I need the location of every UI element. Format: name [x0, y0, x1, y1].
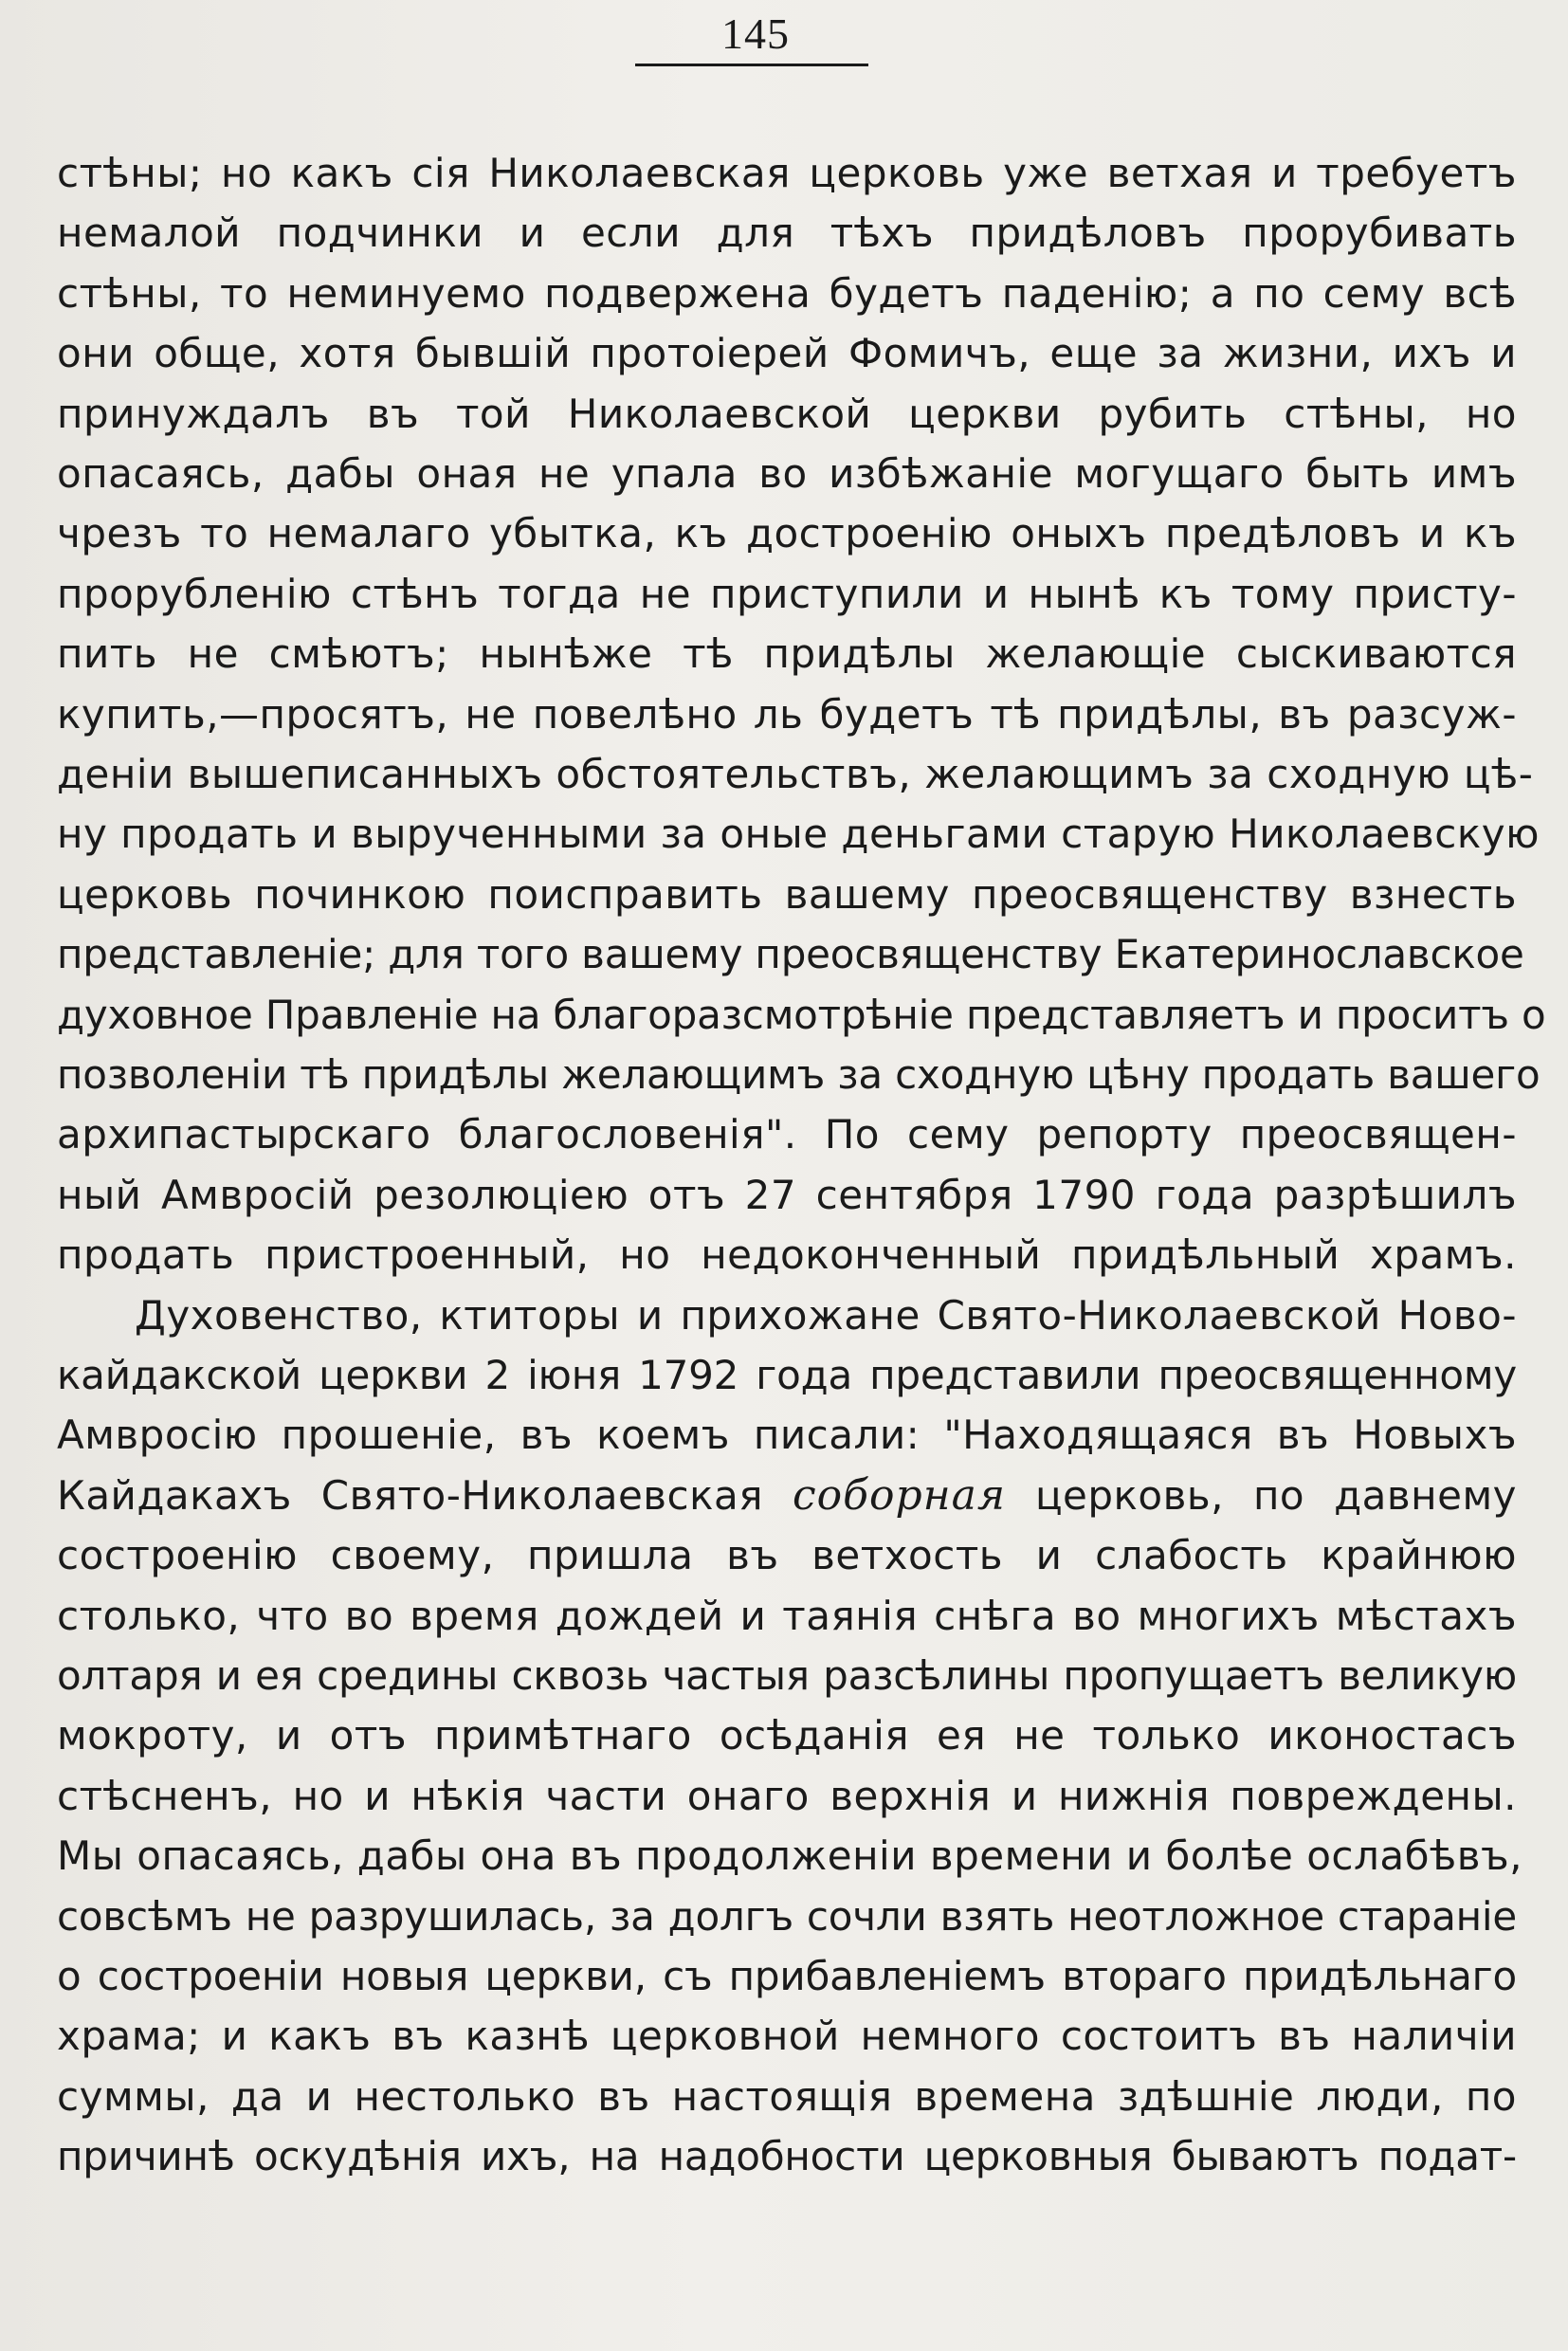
emphasized-word: соборная	[792, 1470, 1006, 1520]
text-line: суммы, да и нестолько въ настоящія времена здѣшніе люди, по	[57, 2072, 1517, 2120]
text-line: олтаря и ея средины сквозь частыя разсѣлины пропущаетъ великую	[57, 1652, 1517, 1699]
text-line: опасаясь, дабы оная не упала во избѣжаніе могущаго быть имъ	[57, 450, 1517, 497]
text-line: прорубленію стѣнъ тогда не приступили и нынѣ къ тому присту-	[57, 570, 1517, 617]
text-line: мокроту, и отъ примѣтнаго осѣданія ея не только иконостасъ	[57, 1712, 1517, 1759]
text-line: Кайдакахъ Свято-Николаевская соборная церковь, по давнему	[57, 1470, 1517, 1520]
text-line: чрезъ то немалаго убытка, къ достроенію оныхъ предѣловъ и къ	[57, 510, 1517, 557]
text-line: Амвросію прошеніе, въ коемъ писали: "Находящаяся въ Новыхъ	[57, 1412, 1517, 1459]
text-line: архипастырскаго благословенія". По сему репорту преосвящен-	[57, 1111, 1517, 1158]
page-number-rule	[635, 64, 868, 66]
text-line: храма; и какъ въ казнѣ церковной немного состоитъ въ наличіи	[57, 2013, 1517, 2060]
text-line: продать пристроенный, но недоконченный придѣльный храмъ.	[57, 1231, 1517, 1279]
text-line: стѣны; но какъ сія Николаевская церковь уже ветхая и требуетъ	[57, 150, 1517, 196]
text-line: состроенію своему, пришла въ ветхость и слабость крайнюю	[57, 1532, 1517, 1579]
text-line: Духовенство, ктиторы и прихожане Свято-Николаевской Ново-	[135, 1291, 1517, 1339]
text-line: позволеніи тѣ придѣлы желающимъ за сходную цѣну продать вашего	[57, 1051, 1541, 1098]
text-line: купить,—просятъ, не повелѣно ль будетъ тѣ придѣлы, въ разсуж-	[57, 690, 1517, 738]
text-line: представленіе; для того вашему преосвященству Екатеринославское	[57, 931, 1524, 978]
text-line: они обще, хотя бывшій протоіерей Фомичъ, еще за жизни, ихъ и	[57, 330, 1517, 377]
text-line: деніи вышеписанныхъ обстоятельствъ, желающимъ за сходную цѣ-	[57, 751, 1534, 797]
page-number: 145	[721, 9, 790, 58]
text-line: кайдакской церкви 2 іюня 1792 года представили преосвященному	[57, 1352, 1517, 1398]
text-line: принуждалъ въ той Николаевской церкви рубить стѣны, но	[57, 390, 1517, 437]
text-line: церковь починкою поисправить вашему преосвященству взнесть	[57, 870, 1517, 918]
text-line: столько, что во время дождей и таянія снѣга во многихъ мѣстахъ	[57, 1592, 1517, 1639]
text-line: о состроеніи новыя церкви, съ прибавленіемъ втораго придѣльнаго	[57, 1953, 1517, 1999]
text-line: стѣсненъ, но и нѣкія части онаго верхнія и нижнія повреждены.	[57, 1772, 1517, 1819]
text-line: совсѣмъ не разрушилась, за долгъ сочли взять неотложное стараніе	[57, 1892, 1517, 1940]
text-line: пить не смѣютъ; нынѣже тѣ придѣлы желающіе сыскиваются	[57, 630, 1517, 678]
text-line: стѣны, то неминуемо подвержена будетъ паденію; а по сему всѣ	[57, 269, 1517, 317]
text-line: духовное Правленіе на благоразсмотрѣніе представляетъ и проситъ о	[57, 991, 1546, 1038]
text-line: ный Амвросій резолюціею отъ 27 сентября 1790 года разрѣшилъ	[57, 1171, 1517, 1218]
text-line: Мы опасаясь, дабы она въ продолженіи времени и болѣе ослабѣвъ,	[57, 1832, 1522, 1880]
text-line: причинѣ оскудѣнія ихъ, на надобности церковныя бываютъ подат-	[57, 2133, 1517, 2180]
text-line: ну продать и вырученными за оные деньгами старую Николаевскую	[57, 811, 1540, 858]
text-line: немалой подчинки и если для тѣхъ придѣловъ прорубивать	[57, 210, 1517, 257]
